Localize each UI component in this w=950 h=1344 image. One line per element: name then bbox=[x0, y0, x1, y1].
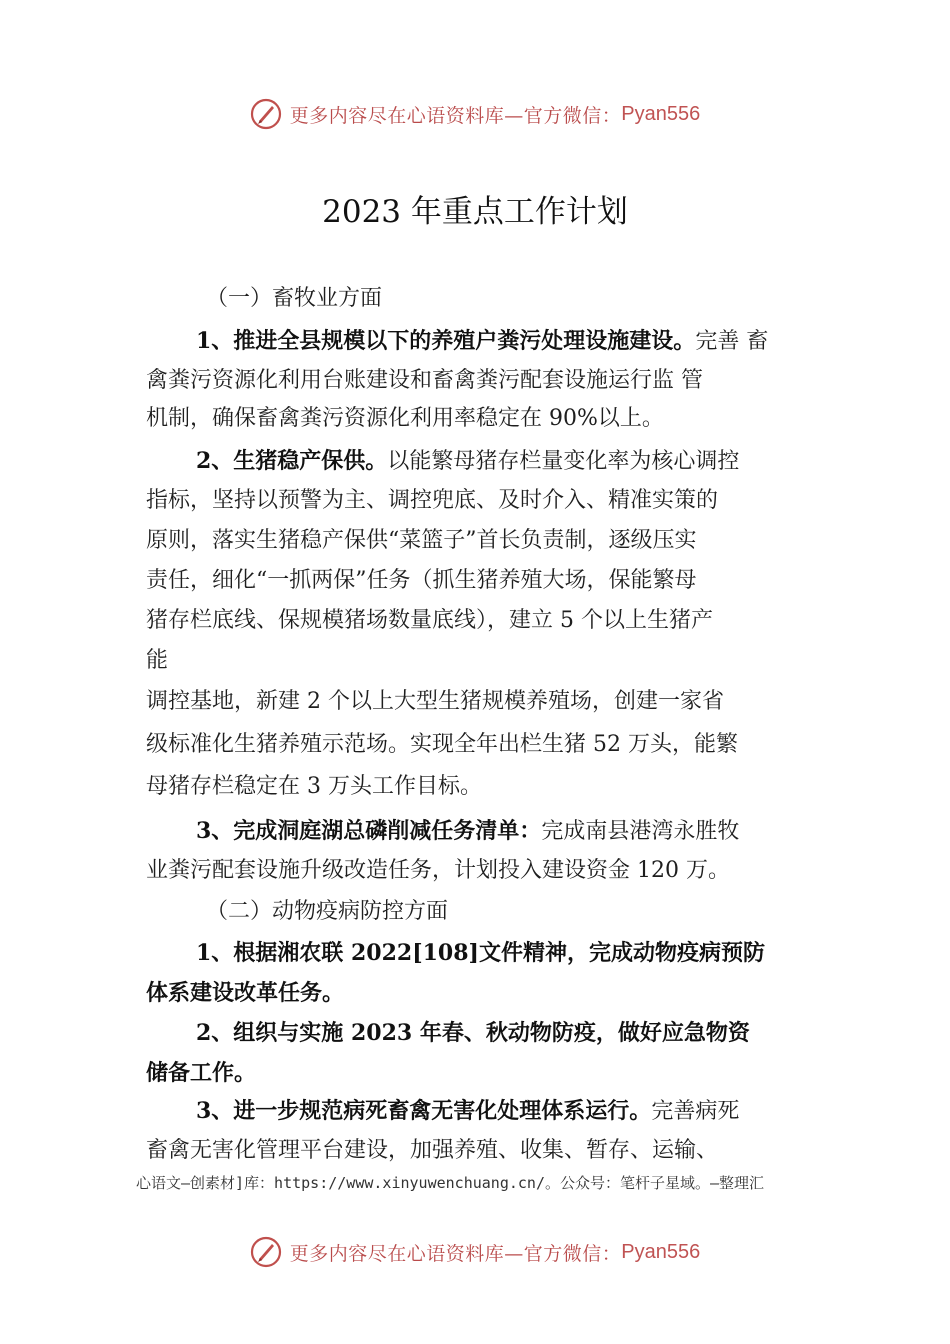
quill-logo-icon bbox=[250, 98, 282, 130]
paragraph-line: 禽粪污资源化利用台账建设和畜禽粪污配套设施运行监 管 bbox=[146, 368, 703, 393]
paragraph-line: 指标，坚持以预警为主、调控兜底、及时介入、精准实策的 bbox=[146, 488, 719, 513]
banner-wechat-id: Pyan556 bbox=[621, 102, 701, 125]
paragraph-line: 猪存栏底线、保规模猪场数量底线），建立 5 个以上生猪产 bbox=[146, 608, 713, 633]
paragraph-line bbox=[196, 816, 739, 846]
banner-text: 更多内容尽在心语资料库—官方微信： bbox=[289, 1242, 622, 1265]
paragraph-line: 级标准化生猪养殖示范场。实现全年出栏生猪 52 万头，能繁 bbox=[146, 732, 738, 757]
top-banner bbox=[0, 94, 950, 134]
footer-source-note: 心语文—创素材]库：https://www.xinyuwenchuang.cn/。公众号：笔杆子星域。—整理汇 bbox=[136, 1174, 765, 1192]
paragraph-line: 1、根据湘农联 2022[108]文件精神，完成动物疫病预防 bbox=[196, 940, 765, 966]
paragraph-line: 母猪存栏稳定在 3 万头工作目标。 bbox=[146, 774, 482, 799]
bottom-banner bbox=[0, 1232, 950, 1272]
paragraph-line: 责任，细化“一抓两保”任务（抓生猪养殖大场，保能繁母 bbox=[146, 568, 697, 593]
paragraph-line bbox=[196, 326, 768, 356]
paragraph-line: 2、组织与实施 2023 年春、秋动物防疫，做好应急物资 bbox=[196, 1020, 750, 1046]
section-heading-epidemic: （二）动物疫病防控方面 bbox=[206, 899, 449, 924]
paragraph-line: 业粪污配套设施升级改造任务，计划投入建设资金 120 万。 bbox=[146, 858, 730, 883]
paragraph-line bbox=[196, 446, 739, 476]
paragraph-line: 储备工作。 bbox=[146, 1060, 257, 1086]
item-title: 3、完成洞庭湖总磷削减任务清单： bbox=[196, 818, 542, 844]
quill-logo-icon bbox=[250, 1236, 282, 1268]
paragraph-line: 原则，落实生猪稳产保供“菜篮子”首长负责制，逐级压实 bbox=[146, 528, 697, 553]
document-title: 2023 年重点工作计划 bbox=[322, 194, 628, 230]
paragraph-line: 调控基地，新建 2 个以上大型生猪规模养殖场，创建一家省 bbox=[146, 689, 724, 714]
paragraph-line: 体系建设改革任务。 bbox=[146, 980, 345, 1006]
banner-wechat-id: Pyan556 bbox=[621, 1240, 701, 1263]
paragraph-line bbox=[196, 1096, 739, 1126]
paragraph-line: 畜禽无害化管理平台建设，加强养殖、收集、暂存、运输、 bbox=[146, 1138, 719, 1163]
paragraph-line: 能 bbox=[146, 648, 169, 673]
item-text: 完善 畜 bbox=[695, 329, 769, 354]
item-title: 1、推进全县规模以下的养殖户粪污处理设施建设。 bbox=[196, 328, 696, 354]
paragraph-line: 机制，确保畜禽粪污资源化利用率稳定在 90%以上。 bbox=[146, 406, 664, 431]
item-text: 完善病死 bbox=[651, 1099, 740, 1124]
item-text: 以能繁母猪存栏量变化率为核心调控 bbox=[387, 449, 740, 474]
item-text: 完成南县港湾永胜牧 bbox=[541, 819, 740, 844]
item-title: 3、进一步规范病死畜禽无害化处理体系运行。 bbox=[196, 1098, 652, 1124]
banner-text: 更多内容尽在心语资料库—官方微信： bbox=[289, 104, 622, 127]
item-title: 2、生猪稳产保供。 bbox=[196, 448, 388, 474]
section-heading-livestock: （一）畜牧业方面 bbox=[206, 286, 383, 311]
